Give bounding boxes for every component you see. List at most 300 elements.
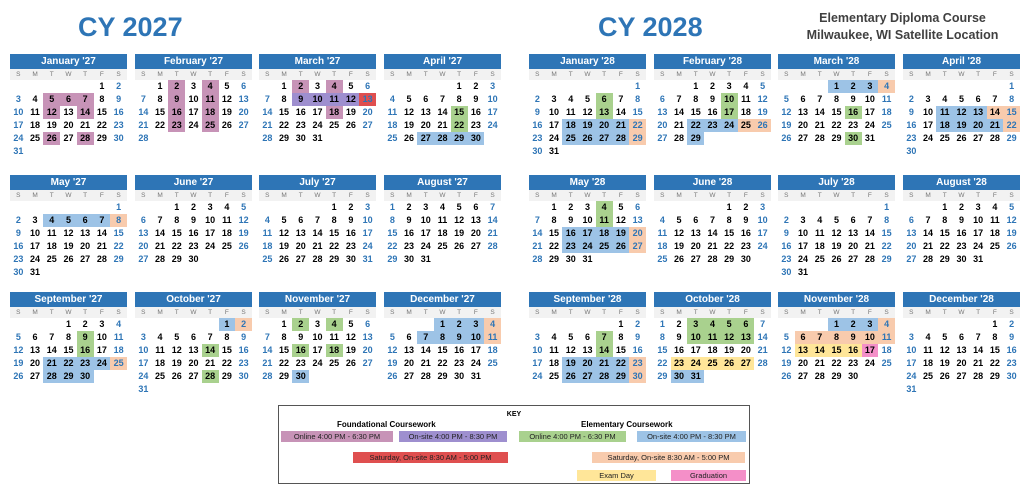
day-cell: 10	[923, 107, 934, 117]
day-cell: 30	[845, 132, 862, 145]
day-cell: 21	[155, 241, 166, 251]
day-grid	[903, 201, 1020, 266]
weekday-label: M	[281, 192, 287, 199]
weekday-label: M	[676, 309, 682, 316]
day-cell: 8	[726, 215, 732, 225]
weekday-label: S	[390, 192, 395, 199]
day-cell: 29	[451, 132, 468, 145]
day-cell: 5	[174, 332, 180, 342]
weekday-label: F	[99, 309, 104, 316]
day-cell: 23	[295, 120, 306, 130]
month-calendar	[903, 175, 1020, 266]
course-location: Milwaukee, WI Satellite Location	[806, 28, 999, 42]
day-cell: 24	[973, 241, 984, 251]
day-cell: 2	[534, 94, 540, 104]
day-cell: 30	[1006, 371, 1017, 381]
day-cell: 23	[188, 241, 199, 251]
weekday-label: T	[568, 71, 573, 78]
empty-day-cell	[704, 201, 721, 214]
weekday-header	[10, 307, 127, 318]
day-cell: 19	[1006, 228, 1017, 238]
empty-day-cell	[562, 318, 579, 331]
weekday-label: W	[439, 71, 446, 78]
day-cell: 8	[281, 94, 287, 104]
empty-day-cell	[77, 201, 94, 214]
day-cell: 6	[958, 332, 964, 342]
day-cell: 20	[970, 119, 987, 132]
day-cell: 11	[326, 93, 343, 106]
day-cell: 26	[221, 120, 232, 130]
day-cell: 21	[312, 241, 323, 251]
day-cell: 14	[864, 228, 875, 238]
day-cell: 23	[168, 119, 185, 132]
day-cell: 31	[582, 254, 593, 264]
weekday-label: T	[942, 192, 947, 199]
day-cell: 21	[43, 357, 60, 370]
day-cell: 18	[221, 228, 232, 238]
weekday-label: S	[660, 192, 665, 199]
day-cell: 27	[973, 133, 984, 143]
day-cell: 13	[690, 228, 701, 238]
weekday-label: F	[618, 309, 623, 316]
key-foundational-heading: Foundational Coursework	[337, 420, 436, 429]
day-cell: 2	[845, 80, 862, 93]
weekday-label: S	[760, 71, 765, 78]
day-cell: 4	[43, 214, 60, 227]
weekday-label: M	[406, 192, 412, 199]
day-cell: 26	[279, 254, 290, 264]
empty-day-cell	[60, 80, 77, 93]
day-cell: 8	[281, 332, 287, 342]
day-cell: 29	[221, 371, 232, 381]
empty-day-cell	[596, 318, 613, 331]
weekday-label: T	[693, 71, 698, 78]
day-cell: 30	[468, 132, 485, 145]
day-cell: 18	[437, 228, 448, 238]
weekday-label: F	[618, 71, 623, 78]
day-cell: 22	[687, 119, 704, 132]
empty-day-cell	[970, 80, 987, 93]
day-cell: 24	[188, 120, 199, 130]
day-cell: 16	[168, 106, 185, 119]
day-cell: 31	[906, 384, 917, 394]
day-cell: 25	[738, 119, 755, 132]
day-cell: 25	[814, 254, 825, 264]
day-cell: 6	[365, 81, 371, 91]
day-cell: 12	[345, 332, 356, 342]
empty-day-cell	[936, 318, 953, 331]
day-cell: 16	[454, 345, 465, 355]
weekday-label: T	[976, 309, 981, 316]
day-cell: 8	[157, 94, 163, 104]
day-cell: 28	[262, 133, 273, 143]
weekday-label: T	[423, 71, 428, 78]
day-cell: 12	[13, 345, 24, 355]
day-cell: 14	[596, 344, 613, 357]
day-cell: 21	[487, 228, 498, 238]
weekday-header	[654, 69, 771, 80]
weekday-label: S	[909, 192, 914, 199]
month-header: November '27	[259, 292, 376, 307]
day-cell: 13	[795, 344, 812, 357]
empty-day-cell	[778, 80, 795, 93]
day-cell: 5	[942, 332, 948, 342]
day-cell: 22	[113, 241, 124, 251]
day-cell: 4	[568, 94, 574, 104]
day-cell: 18	[596, 227, 613, 240]
empty-day-cell	[434, 80, 451, 93]
day-cell: 5	[760, 81, 766, 91]
day-cell: 6	[60, 93, 77, 106]
empty-day-cell	[920, 318, 937, 331]
day-cell: 13	[359, 93, 376, 106]
day-cell: 5	[60, 214, 77, 227]
day-cell: 25	[704, 357, 721, 370]
day-cell: 23	[345, 241, 356, 251]
weekday-label: S	[660, 71, 665, 78]
day-cell: 1	[116, 202, 122, 212]
day-cell: 14	[202, 344, 219, 357]
day-cell: 5	[224, 81, 230, 91]
day-cell: 13	[30, 345, 41, 355]
day-cell: 7	[760, 319, 766, 329]
day-cell: 2	[451, 318, 468, 331]
day-cell: 15	[724, 228, 735, 238]
day-cell: 22	[549, 241, 560, 251]
day-cell: 5	[568, 332, 574, 342]
day-cell: 25	[155, 371, 166, 381]
day-cell: 1	[551, 202, 557, 212]
weekday-label: S	[784, 192, 789, 199]
empty-day-cell	[811, 80, 828, 93]
day-cell: 10	[906, 345, 917, 355]
weekday-label: T	[208, 192, 213, 199]
day-cell: 3	[925, 94, 931, 104]
day-cell: 21	[674, 120, 685, 130]
day-cell: 4	[224, 202, 230, 212]
day-cell: 15	[221, 345, 232, 355]
day-cell: 26	[454, 241, 465, 251]
weekday-label: F	[992, 309, 997, 316]
day-cell: 11	[437, 215, 448, 225]
month-calendar	[654, 54, 771, 145]
day-cell: 31	[30, 267, 41, 277]
day-cell: 27	[906, 254, 917, 264]
day-cell: 15	[113, 228, 124, 238]
weekday-label: T	[568, 192, 573, 199]
weekday-label: S	[635, 309, 640, 316]
day-cell: 10	[687, 331, 704, 344]
day-cell: 13	[632, 215, 643, 225]
day-cell: 16	[781, 241, 792, 251]
weekday-label: T	[457, 309, 462, 316]
month-header: July '28	[778, 175, 895, 190]
day-cell: 15	[549, 228, 560, 238]
weekday-label: S	[490, 309, 495, 316]
day-cell: 17	[312, 107, 323, 117]
day-cell: 11	[329, 332, 339, 342]
day-cell: 10	[721, 93, 738, 106]
day-cell: 27	[848, 254, 859, 264]
day-cell: 3	[190, 81, 196, 91]
day-cell: 18	[262, 241, 273, 251]
day-cell: 17	[721, 106, 738, 119]
weekday-label: T	[817, 71, 822, 78]
day-cell: 13	[798, 107, 809, 117]
month-header: February '27	[135, 54, 252, 69]
weekday-label: S	[241, 309, 246, 316]
day-cell: 16	[404, 228, 415, 238]
weekday-label: S	[884, 192, 889, 199]
day-cell: 2	[292, 318, 309, 331]
day-cell: 20	[657, 120, 668, 130]
day-cell: 19	[404, 120, 415, 130]
day-cell: 10	[362, 215, 373, 225]
day-cell: 18	[46, 241, 57, 251]
day-cell: 20	[470, 228, 481, 238]
day-cell: 12	[781, 107, 792, 117]
day-cell: 15	[939, 228, 950, 238]
weekday-label: M	[281, 309, 287, 316]
day-cell: 6	[975, 94, 981, 104]
weekday-header	[259, 307, 376, 318]
day-cell: 5	[43, 93, 60, 106]
day-cell: 29	[171, 254, 182, 264]
day-cell: 17	[864, 107, 875, 117]
day-cell: 14	[923, 228, 934, 238]
day-cell: 6	[850, 215, 856, 225]
day-cell: 2	[168, 80, 185, 93]
weekday-label: M	[281, 71, 287, 78]
day-cell: 13	[582, 345, 593, 355]
day-cell: 8	[224, 332, 230, 342]
empty-day-cell	[27, 80, 44, 93]
day-cell: 13	[738, 331, 755, 344]
day-cell: 29	[657, 371, 668, 381]
day-cell: 1	[726, 202, 732, 212]
day-cell: 4	[817, 215, 823, 225]
day-cell: 24	[362, 241, 373, 251]
month-calendar	[384, 292, 501, 383]
day-cell: 22	[96, 120, 107, 130]
day-cell: 17	[690, 345, 701, 355]
day-grid	[10, 201, 127, 279]
day-cell: 26	[171, 371, 182, 381]
empty-day-cell	[43, 80, 60, 93]
day-cell: 27	[579, 370, 596, 383]
day-cell: 10	[13, 107, 24, 117]
weekday-label: W	[709, 192, 716, 199]
day-cell: 25	[202, 119, 219, 132]
day-grid	[654, 201, 771, 266]
day-cell: 7	[596, 331, 613, 344]
day-cell: 10	[757, 215, 768, 225]
day-cell: 7	[417, 331, 434, 344]
empty-day-cell	[671, 201, 688, 214]
empty-day-cell	[795, 80, 812, 93]
day-cell: 23	[1006, 358, 1017, 368]
day-cell: 12	[674, 228, 685, 238]
day-cell: 18	[549, 358, 560, 368]
day-cell: 18	[155, 358, 166, 368]
day-cell: 3	[800, 215, 806, 225]
weekday-label: T	[727, 309, 732, 316]
day-cell: 25	[110, 357, 127, 370]
day-cell: 21	[987, 119, 1004, 132]
day-cell: 1	[456, 81, 462, 91]
day-cell: 16	[632, 345, 643, 355]
weekday-label: F	[867, 192, 872, 199]
day-cell: 11	[881, 94, 892, 104]
day-cell: 30	[454, 371, 465, 381]
day-cell: 31	[420, 254, 431, 264]
day-cell: 24	[579, 240, 596, 253]
day-cell: 3	[726, 81, 732, 91]
day-cell: 15	[657, 345, 668, 355]
day-cell: 22	[657, 358, 668, 368]
day-cell: 10	[96, 332, 107, 342]
day-grid	[903, 80, 1020, 158]
day-cell: 18	[113, 345, 124, 355]
day-cell: 20	[740, 345, 751, 355]
day-cell: 28	[96, 254, 107, 264]
day-cell: 15	[387, 228, 398, 238]
weekday-label: F	[743, 309, 748, 316]
day-cell: 18	[923, 358, 934, 368]
weekday-label: F	[867, 71, 872, 78]
day-cell: 16	[345, 228, 356, 238]
day-cell: 1	[884, 202, 890, 212]
day-cell: 29	[687, 132, 704, 145]
day-cell: 13	[970, 106, 987, 119]
day-cell: 5	[958, 94, 964, 104]
day-cell: 1	[635, 81, 641, 91]
weekday-label: T	[332, 71, 337, 78]
day-cell: 13	[80, 228, 91, 238]
day-cell: 7	[618, 94, 624, 104]
day-cell: 3	[551, 94, 557, 104]
weekday-label: S	[365, 192, 370, 199]
day-cell: 4	[202, 80, 219, 93]
weekday-label: S	[365, 71, 370, 78]
weekday-label: T	[83, 192, 88, 199]
day-cell: 28	[420, 371, 431, 381]
course-name: Elementary Diploma Course	[819, 11, 986, 25]
day-cell: 8	[174, 215, 180, 225]
day-grid	[778, 201, 895, 279]
day-cell: 26	[63, 254, 74, 264]
day-cell: 3	[468, 318, 485, 331]
day-cell: 21	[757, 345, 768, 355]
day-cell: 8	[65, 332, 71, 342]
day-cell: 15	[155, 107, 166, 117]
weekday-label: S	[141, 192, 146, 199]
day-cell: 2	[235, 318, 252, 331]
day-cell: 21	[923, 241, 934, 251]
day-cell: 29	[279, 371, 290, 381]
day-cell: 24	[30, 254, 41, 264]
month-header: November '28	[778, 292, 895, 307]
weekday-label: S	[660, 309, 665, 316]
day-cell: 23	[454, 358, 465, 368]
month-header: January '28	[529, 54, 646, 69]
day-cell: 7	[157, 215, 163, 225]
day-cell: 20	[798, 358, 809, 368]
day-cell: 12	[404, 107, 415, 117]
day-cell: 28	[138, 133, 149, 143]
day-cell: 9	[116, 94, 122, 104]
day-cell: 24	[864, 120, 875, 130]
weekday-label: F	[348, 71, 353, 78]
day-cell: 20	[63, 120, 74, 130]
day-cell: 11	[202, 93, 219, 106]
day-cell: 2	[348, 202, 354, 212]
day-cell: 29	[279, 133, 290, 143]
empty-day-cell	[135, 201, 152, 214]
day-cell: 21	[262, 120, 273, 130]
day-cell: 4	[878, 80, 895, 93]
day-cell: 7	[676, 94, 682, 104]
month-calendar	[654, 175, 771, 266]
empty-day-cell	[259, 201, 276, 214]
day-cell: 27	[238, 120, 249, 130]
day-cell: 13	[188, 345, 199, 355]
day-cell: 19	[238, 228, 249, 238]
weekday-label: W	[584, 309, 591, 316]
empty-day-cell	[987, 80, 1004, 93]
empty-day-cell	[613, 80, 630, 93]
weekday-label: W	[833, 192, 840, 199]
day-cell: 1	[693, 81, 699, 91]
day-cell: 11	[387, 107, 398, 117]
day-cell: 15	[632, 107, 643, 117]
weekday-label: W	[190, 71, 197, 78]
day-cell: 20	[238, 107, 249, 117]
empty-day-cell	[546, 318, 563, 331]
weekday-label: T	[851, 309, 856, 316]
key-exam-day: Exam Day	[577, 470, 656, 481]
day-cell: 28	[202, 370, 219, 383]
day-cell: 27	[188, 371, 199, 381]
day-cell: 7	[925, 215, 931, 225]
day-cell: 30	[404, 254, 415, 264]
month-calendar	[654, 292, 771, 383]
weekday-label: F	[224, 309, 229, 316]
day-cell: 16	[113, 107, 124, 117]
weekday-label: T	[727, 192, 732, 199]
day-cell: 26	[387, 371, 398, 381]
day-cell: 18	[740, 107, 751, 117]
day-cell: 22	[387, 241, 398, 251]
day-cell: 6	[635, 202, 641, 212]
day-cell: 8	[1009, 94, 1015, 104]
day-cell: 12	[565, 345, 576, 355]
weekday-label: F	[99, 192, 104, 199]
weekday-label: S	[784, 309, 789, 316]
cy-2027-title: CY 2027	[78, 12, 183, 42]
weekday-label: T	[602, 71, 607, 78]
weekday-label: T	[942, 71, 947, 78]
day-cell: 27	[629, 240, 646, 253]
weekday-header	[259, 69, 376, 80]
month-calendar	[259, 175, 376, 266]
empty-day-cell	[596, 80, 613, 93]
empty-day-cell	[579, 318, 596, 331]
empty-day-cell	[562, 80, 579, 93]
day-cell: 5	[406, 94, 412, 104]
day-cell: 14	[707, 228, 718, 238]
day-cell: 11	[47, 228, 57, 238]
